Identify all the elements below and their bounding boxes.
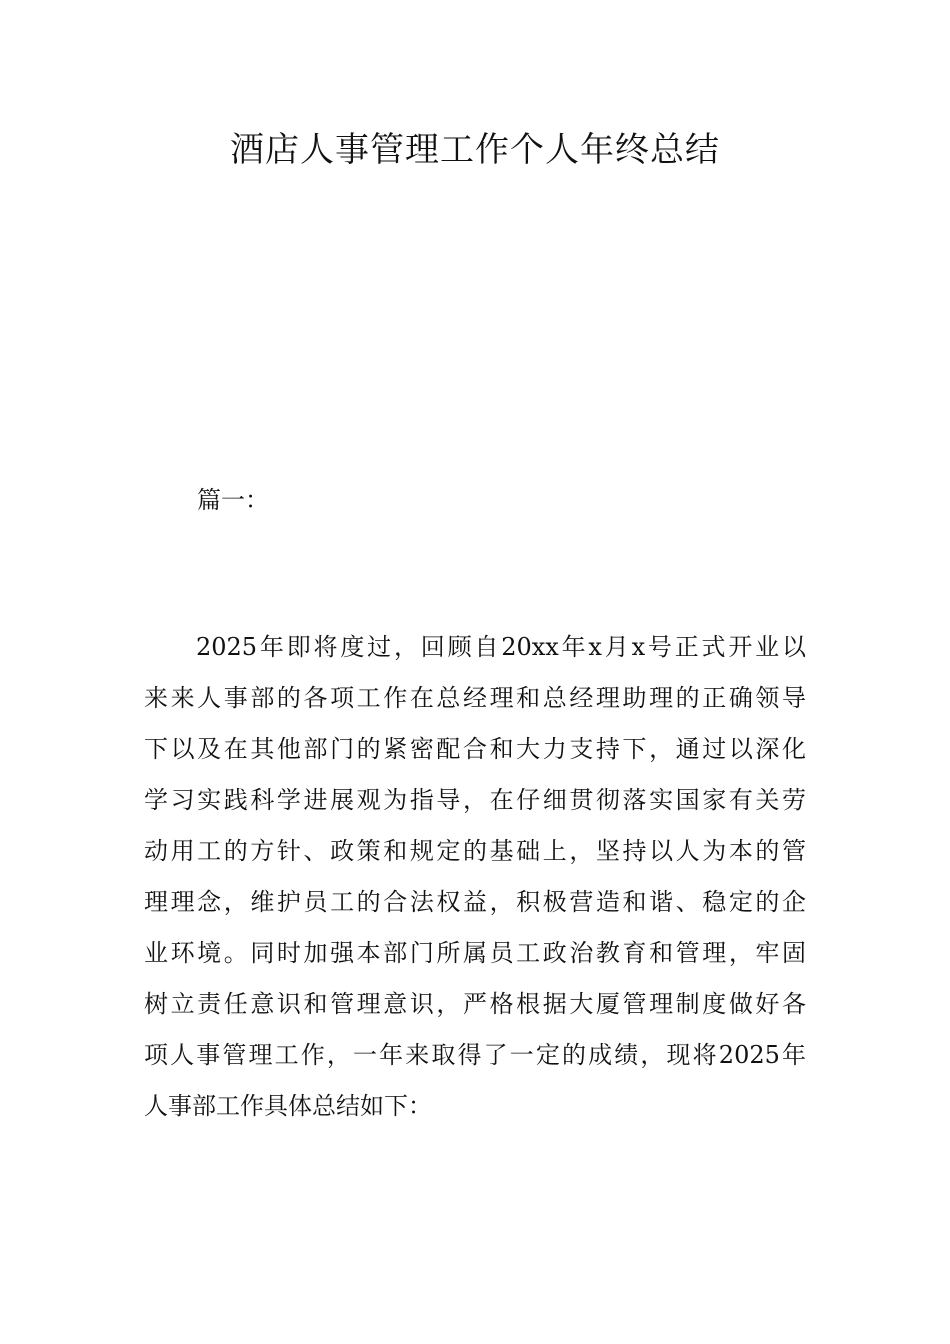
paragraph-line: 理理念，维护员工的合法权益，积极营造和谐、稳定的企 <box>144 888 806 916</box>
paragraph-line: 2025年即将度过，回顾自20xx年x月x号正式开业以 <box>196 633 806 661</box>
paragraph-line: 业环境。同时加强本部门所属员工政治教育和管理，牢固 <box>144 939 806 967</box>
paragraph-line: 学习实践科学进展观为指导，在仔细贯彻落实国家有关劳 <box>144 786 806 814</box>
paragraph-line: 来来人事部的各项工作在总经理和总经理助理的正确领导 <box>144 684 806 712</box>
paragraph-line: 动用工的方针、政策和规定的基础上，坚持以人为本的管 <box>144 837 806 865</box>
document-title: 酒店人事管理工作个人年终总结 <box>230 130 720 170</box>
paragraph-line: 树立责任意识和管理意识，严格根据大厦管理制度做好各 <box>144 990 806 1018</box>
section-label: 篇一： <box>197 486 269 514</box>
paragraph-line: 项人事管理工作，一年来取得了一定的成绩，现将2025年 <box>144 1041 806 1069</box>
body-paragraph <box>144 622 806 1132</box>
paragraph-line: 下以及在其他部门的紧密配合和大力支持下，通过以深化 <box>144 735 806 763</box>
paragraph-line: 人事部工作具体总结如下： <box>144 1092 432 1120</box>
